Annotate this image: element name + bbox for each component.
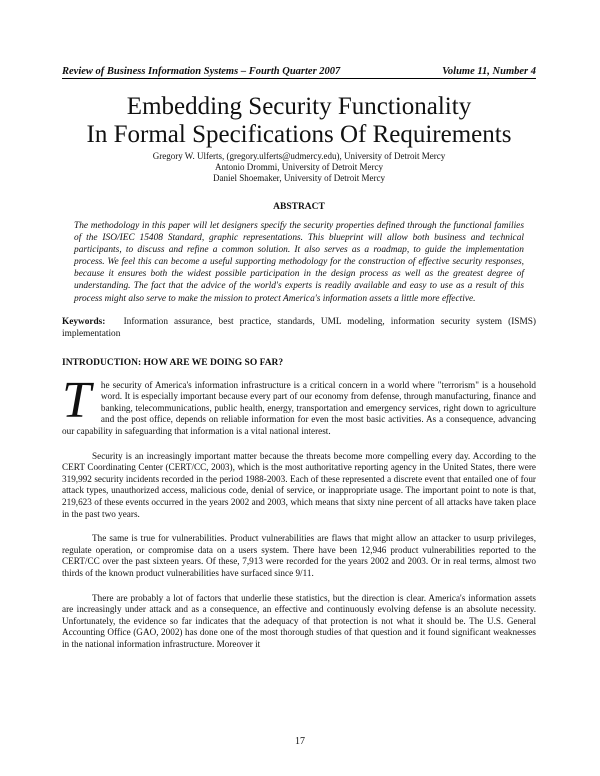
paragraph-3: The same is true for vulnerabilities. Product vulnerabilities are flaws that might allow an attacker to usurp privileges, regulate operation, or compromise data on a users system. There have been 12,946 product vulnerabilities reported to the CERT/CC over the past sixteen years. Of these, 7,913 were recorded for the years 2002 and 2003. Or in real terms, almost two thirds of the known product vulnerabilities have surfaced since 9/11. (62, 533, 536, 578)
title-line-2: In Formal Specifications Of Requirements (86, 121, 512, 148)
paragraph-1-text: he security of America's information infrastructure is a critical concern in a world where "terrorism" is a household word. It is especially important because every part of our economy from defense, through manufacturing, finance and banking, telecommunications, public health, energy, transportation and emergency services, right down to agriculture and the post office, depends on reliable information for even the most basic activities. As a consequence, advancing our capability in safeguarding that information is a vital national interest. (62, 379, 536, 437)
paragraph-4: There are probably a lot of factors that underlie these statistics, but the direction is clear. America's information assets are increasingly under attack and as a consequence, an effective and continuously evolving defense is an absolute necessity. Unfortunately, the evidence so far indicates that the adequacy of that protection is not what it should be. The U.S. General Accounting Office (GAO, 2002) has done one of the most thorough studies of that question and it found significant weaknesses in the national information infrastructure. Moreover it (62, 592, 536, 649)
keywords-text: Information assurance, best practice, standards, UML modeling, information security system (ISMS) implementation (62, 316, 536, 339)
title-line-1: Embedding Security Functionality (126, 93, 472, 120)
author-2: Antonio Drommi, University of Detroit Mercy (215, 162, 383, 172)
volume-number: Volume 11, Number 4 (442, 66, 536, 77)
paragraph-2: Security is an increasingly important matter because the threats become more compelling every day. According to the CERT Coordinating Center (CERT/CC, 2003), which is the most authoritative reporting agency in the United States, there were 319,992 security incidents recorded in the period 1988-2003. Each of these represented a discrete event that entailed one of four attack types, unauthorized access, malicious code, denial of service, or inappropriate usage. The important point to note is that, 219,623 of these events occurred in the years 2002 and 2003, which means that sixty nine percent of all attacks have taken place in the past two years. (62, 450, 536, 519)
keywords (62, 316, 536, 340)
running-header (62, 66, 536, 79)
section-heading: INTRODUCTION: HOW ARE WE DOING SO FAR? (62, 357, 284, 368)
page-number: 17 (295, 736, 305, 747)
abstract-text: The methodology in this paper will let designers specify the security properties defined through the functional families of the ISO/IEC 15408 Standard, graphic representations. This blueprint will allow both business and technical participants, to discuss and refine a common solution. It also serves as a roadmap, to guide the implementation process. We feel this can become a useful supporting methodology for the construction of effective security responses, because it ensures both the widest possible participation in the design process as well as the greatest degree of understanding. The fact that the advice of the world's experts is readily available and easy to use as a result of this process might also serve to make the mission to protect America's information assets a little more effective. (74, 221, 524, 304)
drop-cap: T (62, 371, 91, 429)
page-body (62, 66, 536, 651)
author-3: Daniel Shoemaker, University of Detroit Mercy (212, 173, 386, 183)
paper-title (62, 93, 536, 149)
paragraph-1 (62, 371, 536, 438)
author-1: Gregory W. Ulferts, (gregory.ulferts@udmercy.edu), University of Detroit Mercy (152, 151, 446, 161)
author-list (62, 151, 536, 184)
keywords-label: Keywords: (62, 316, 106, 327)
abstract-heading: ABSTRACT (273, 202, 325, 212)
journal-title: Review of Business Information Systems – Fourth Quarter 2007 (62, 66, 341, 77)
